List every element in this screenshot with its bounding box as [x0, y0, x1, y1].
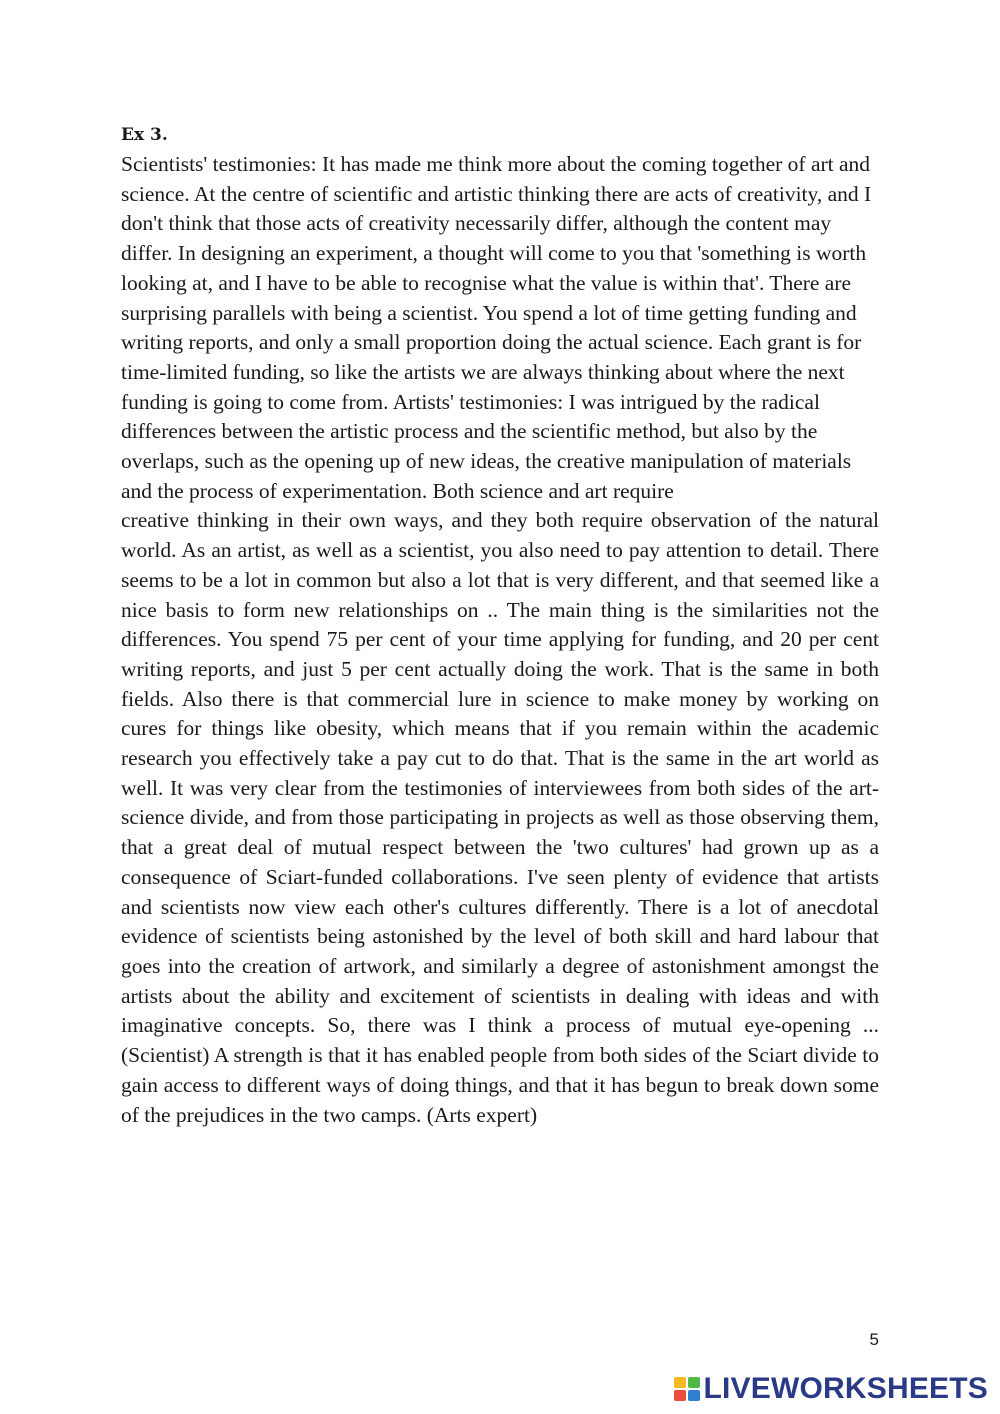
page-content — [121, 120, 879, 1130]
liveworksheets-brand — [674, 1371, 989, 1407]
testimony-paragraph-1: Scientists' testimonies: It has made me think more about the coming together of art and science. At the centre of scientific and artistic thinking there are acts of creativity, and I don't think that those acts of creativity necessarily differ, although the content may differ. In designing an experiment, a thought will come to you that 'something is worth looking at, and I have to be able to recognise what the value is within that'. There are surprising parallels with being a scientist. You spend a lot of time getting funding and writing reports, and only a small proportion doing the actual science. Each grant is for time-limited funding, so like the artists we are always thinking about where the next funding is going to come from. Artists' testimonies: I was intrigued by the radical differences between the artistic process and the scientific method, but also by the overlaps, such as the opening up of new ideas, the creative manipulation of materials and the process of experimentation. Both science and art require — [121, 152, 872, 503]
liveworksheets-logo-icon — [674, 1377, 700, 1401]
logo-square-1 — [674, 1377, 686, 1388]
brand-name: LIVEWORKSHEETS — [703, 1372, 988, 1405]
exercise-heading: Ex 3. — [121, 125, 168, 145]
page-number: 5 — [869, 1330, 879, 1349]
logo-square-3 — [674, 1390, 686, 1401]
logo-square-4 — [688, 1390, 700, 1401]
testimony-paragraph-2: creative thinking in their own ways, and they both require observation of the natural world. As an artist, as well as a scientist, you also need to pay attention to detail. There seems to be a lot in common but also a lot that is very different, and that seemed like a nice basis to form new relationships on .. The main thing is the similarities not the differences. You spend 75 per cent of your time applying for funding, and 20 per cent writing reports, and just 5 per cent actually doing the work. That is the same in both fields. Also there is that commercial lure in science to make money by working on cures for things like obesity, which means that if you remain within the academic research you effectively take a pay cut to do that. That is the same in the art world as well. It was very clear from the testimonies of interviewees from both sides of the art-science divide, and from those participating in projects as well as those observing them, that a great deal of mutual respect between the 'two cultures' had grown up as a consequence of Sciart-funded collaborations. I've seen plenty of evidence that artists and scientists now view each other's cultures differently. There is a lot of anecdotal evidence of scientists being astonished by the level of both skill and hard labour that goes into the creation of artwork, and similarly a degree of astonishment amongst the artists about the ability and excitement of scientists in dealing with ideas and with imaginative concepts. So, there was I think a process of mutual eye-opening ... (Scientist) A strength is that it has enabled people from both sides of the Sciart divide to gain access to different ways of doing things, and that it has begun to break down some of the prejudices in the two camps. (Arts expert) — [121, 508, 879, 1127]
logo-square-2 — [688, 1377, 700, 1388]
